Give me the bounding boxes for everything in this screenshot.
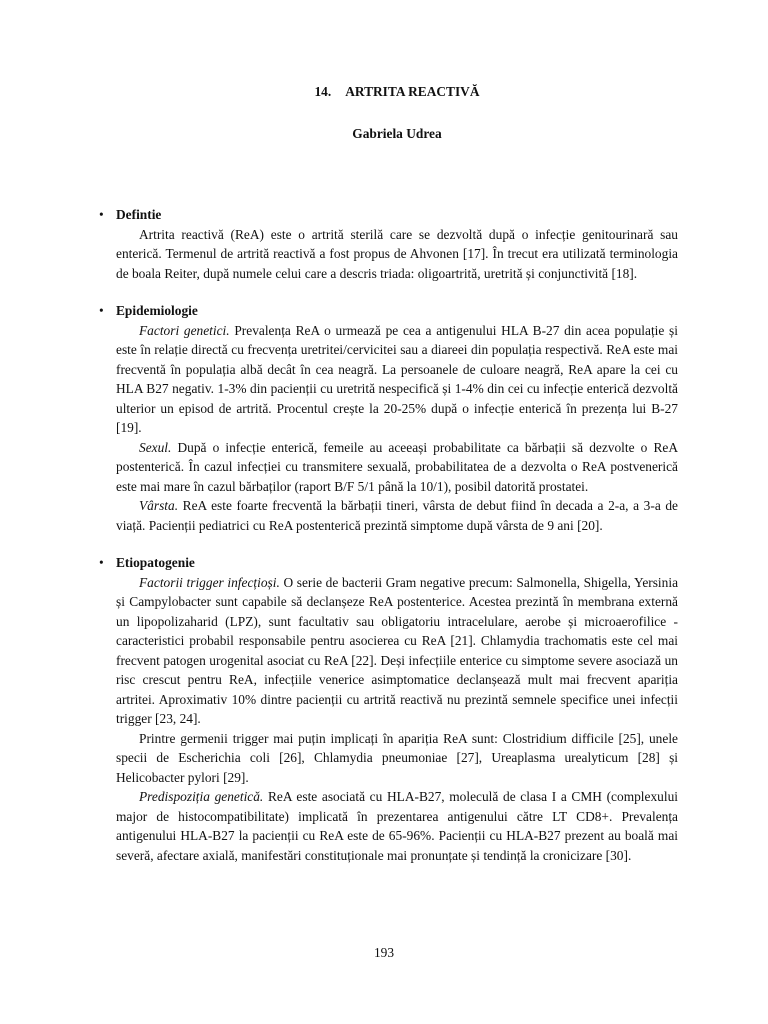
- chapter-title: [116, 82, 678, 102]
- paragraph: [116, 321, 678, 438]
- paragraph-lead: Sexul.: [139, 439, 172, 455]
- section-heading: [99, 301, 678, 321]
- paragraph-lead: Factori genetici.: [139, 322, 230, 338]
- paragraph: [116, 729, 678, 788]
- paragraph: [116, 573, 678, 729]
- section-heading-text: Epidemiologie: [116, 303, 198, 318]
- section-heading-text: Etiopatogenie: [116, 555, 195, 570]
- paragraph: [116, 438, 678, 497]
- paragraph-text: Printre germenii trigger mai puțin implicați în apariția ReA sunt: Clostridium difficile [25], unele specii de Escherichia coli [26], Chlamydia pneumoniae [27], Ureaplasma urealyticum [28] și Helicobacter pylori [29].: [116, 730, 678, 785]
- paragraph-text: O serie de bacterii Gram negative precum: Salmonella, Shigella, Yersinia și Campylobacter sunt capabile să declanșeze ReA postenterice. Acestea prezintă în membrana externă un lipopolizaharid (LPZ), sunt facultativ sau obligatoriu intracelulare, aerobe și microaerofilice - caracteristici probabil responsabile pentru asocierea cu ReA [21]. Chlamydia trachomatis este cel mai frecvent patogen urogenital asociat cu ReA [22]. Deși infecțiile enterice cu simptome severe asociază un risc crescut pentru ReA, infecțiile venerice asimptomatice declanșează mult mai frecvent apariția artritei. Aproximativ 10% dintre pacienții cu artrită reactivă nu prezintă semnele specifice unei infecții trigger [23, 24].: [116, 574, 679, 726]
- chapter-number: 14.: [314, 84, 332, 99]
- paragraph-text: Artrita reactivă (ReA) este o artrită sterilă care se dezvoltă după o infecție genitourinară sau enterică. Termenul de artrită reactivă a fost propus de Ahvonen [17]. În trecut era utilizată terminologia de boala Reiter, după numele celui care a descris triada: oligoartrită, uretrită și conjunctivită [18].: [116, 226, 678, 281]
- chapter-title-text: ARTRITA REACTIVĂ: [345, 84, 480, 99]
- section-heading: [99, 553, 678, 573]
- paragraph: [116, 496, 678, 535]
- paragraph-text: După o infecție enterică, femeile au aceeași probabilitate ca bărbații să dezvolte o ReA postenterică. În cazul infecției cu transmitere sexuală, probabilitatea de a dezvolta o ReA postvenerică este mai mare în cazul bărbaților (raport B/F 5/1 până la 10/1), posibil datorită prostatei.: [116, 439, 678, 494]
- page-number: 193: [373, 945, 395, 960]
- author-name: Gabriela Udrea: [352, 125, 442, 141]
- paragraph-text: ReA este foarte frecventă la bărbații tineri, vârsta de debut fiind în decada a 2-a, a 3-a de viață. Pacienții pediatrici cu ReA postenterică prezintă simptome după vârsta de 9 ani [20].: [116, 498, 678, 533]
- paragraph-lead: Predispoziția genetică.: [139, 789, 264, 804]
- paragraph-lead: Vârsta.: [139, 498, 179, 513]
- bullet-icon: •: [99, 207, 104, 222]
- bullet-icon: •: [99, 303, 104, 318]
- document-page: [99, 82, 679, 883]
- paragraph-text: Prevalența ReA o urmează pe cea a antigenului HLA B-27 din acea populație și este în relație directă cu frecvența uretritei/cervicitei sau a diareei din populația respectivă. ReA este mai frecventă în populația albă decât în cea neagră. La persoanele de culoare neagră, ReA apare la cei cu HLA B27 negativ. 1-3% din pacienții cu uretrită nespecifică și 1-4% din cei cu infecție enterică dezvoltă ulterior un episod de artrită. Procentul crește la 20-25% după o infecție enterică în prezența lui B-27 [19].: [116, 322, 678, 435]
- section-definition: [99, 205, 678, 283]
- section-heading-text: Defintie: [116, 207, 162, 222]
- paragraph: [116, 225, 678, 284]
- paragraph-text: ReA este asociată cu HLA-B27, moleculă de clasa I a CMH (complexului major de histocompatibilitate) implicată în prezentarea antigenului către LT CD8+. Prevalența antigenului HLA-B27 la pacienții cu ReA este de 65-96%. Pacienții cu HLA-B27 prezent au boală mai severă, afectare axială, manifestări constituționale mai pronunțate și tendință la cronicizare [30].: [116, 789, 678, 863]
- section-etiopathogenesis: [99, 553, 679, 865]
- section-epidemiology: [99, 301, 678, 535]
- bullet-icon: •: [99, 555, 104, 570]
- section-heading: [99, 205, 678, 225]
- paragraph-lead: Factorii trigger infecțioși.: [139, 574, 280, 590]
- paragraph: [116, 787, 678, 865]
